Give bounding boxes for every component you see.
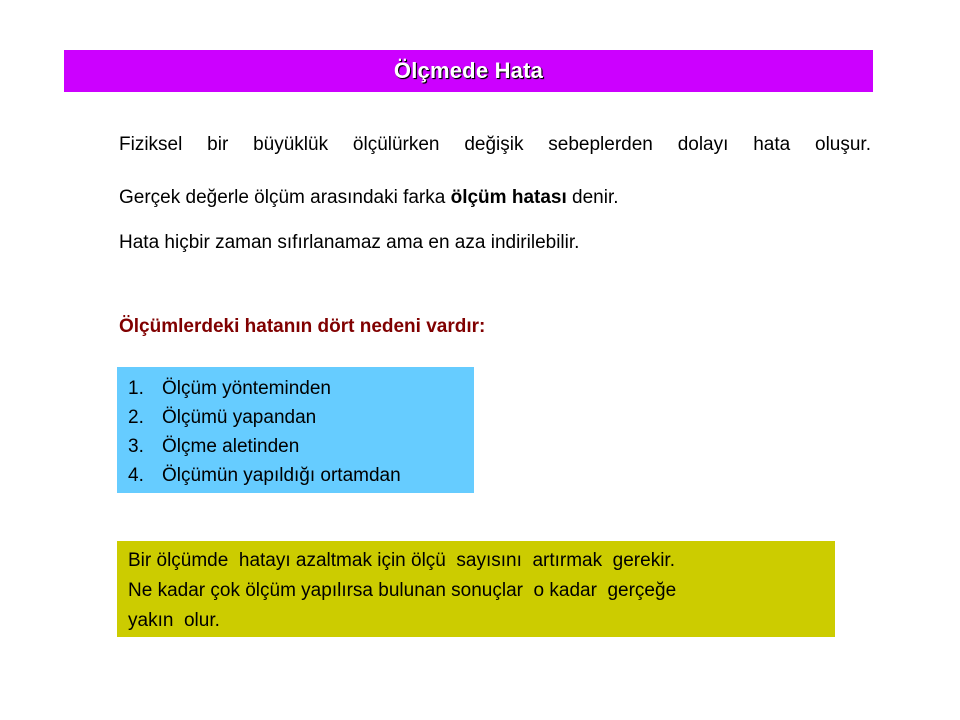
- reason-text: Ölçüm yönteminden: [162, 378, 331, 399]
- reason-number: 1.: [128, 378, 144, 399]
- reason-item: [128, 432, 474, 461]
- reason-number: 2.: [128, 407, 144, 428]
- reasons-heading: Ölçümlerdeki hatanın dört nedeni vardır:: [119, 316, 486, 337]
- note-line-1: Bir ölçümde hatayı azaltmak için ölçü sayısını artırmak gerekir.: [128, 550, 675, 571]
- reason-number: 4.: [128, 465, 144, 486]
- intro-paragraph-2: [119, 187, 619, 209]
- intro-paragraph-1: Fiziksel bir büyüklük ölçülürken değişik sebeplerden dolayı hata oluşur.: [119, 134, 871, 155]
- reason-item: [128, 374, 474, 403]
- reason-text: Ölçümü yapandan: [162, 407, 317, 428]
- reason-text: Ölçümün yapıldığı ortamdan: [162, 465, 401, 486]
- reason-item: [128, 403, 474, 432]
- reason-text: Ölçme aletinden: [162, 436, 300, 457]
- reason-number: 3.: [128, 436, 144, 457]
- reasons-box: [117, 367, 474, 493]
- note-line-2: Ne kadar çok ölçüm yapılırsa bulunan sonuçlar o kadar gerçeğe: [128, 580, 677, 601]
- note-box: [117, 541, 835, 637]
- reasons-list: [128, 374, 474, 490]
- intro-paragraph-2-end: denir.: [566, 187, 619, 208]
- title-banner: [64, 50, 873, 92]
- intro-paragraph-2-start: Gerçek değerle ölçüm arasındaki farka: [119, 187, 451, 208]
- measurement-error-term: ölçüm hatası: [450, 187, 567, 208]
- note-line-3: yakın olur.: [128, 610, 220, 631]
- intro-paragraph-3: Hata hiçbir zaman sıfırlanamaz ama en aza indirilebilir.: [119, 232, 580, 253]
- page-title: Ölçmede Hata: [393, 58, 544, 83]
- reason-item: [128, 461, 474, 490]
